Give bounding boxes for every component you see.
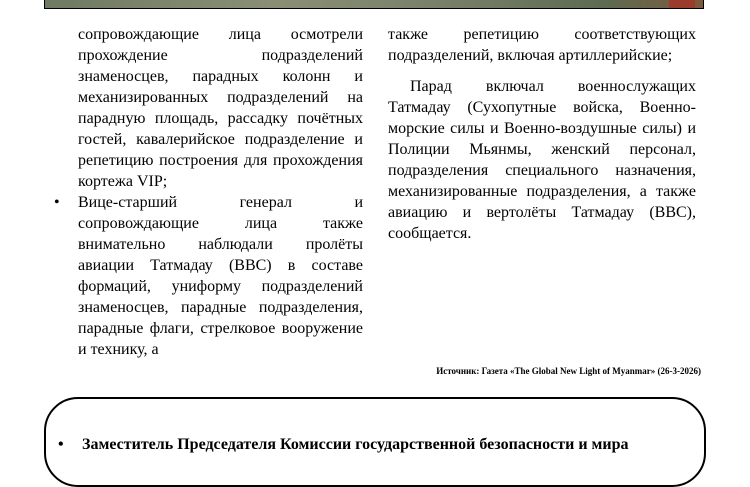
boxed-bullet-item	[58, 434, 698, 455]
photo-bottom-edge	[44, 0, 704, 9]
source-citation: Источник: Газета «The Global New Light of Myanmar» (26-3-2026)	[436, 366, 701, 376]
left-bullet-text: Вице-старший генерал и сопровождающие лица также внимательно наблюдали пролёты авиации Татмадау (ВВС) в составе формаций, униформу подразделений знаменосцев, парадные подразделения, парадные флаги, стрелковое вооружение и технику, а	[78, 194, 363, 358]
right-paragraph-continued: также репетицию соответствующих подразделений, включая артиллерийские;	[388, 26, 696, 64]
photo-accent	[669, 0, 695, 8]
bullet-icon: •	[58, 436, 64, 453]
left-paragraph-continued: сопровождающие лица осмотрели прохождение подразделений знаменосцев, парадных колонн и механизированных подразделений на парадную площадь, рассадку почётных гостей, кавалерийское подразделение и репетицию построения для прохождения кортежа VIP;	[78, 26, 363, 190]
boxed-heading: Заместитель Председателя Комиссии государственной безопасности и мира	[82, 436, 629, 453]
right-column	[388, 24, 696, 244]
left-column	[54, 24, 363, 360]
left-bullet-item	[54, 192, 363, 360]
right-paragraph-parade: Парад включал военнослужащих Татмадау (Сухопутные войска, Военно-морские силы и Военно-воздушные силы) и Полиции Мьянмы, женский персонал, подразделения специального назначения, механизированные подразделения, а также авиацию и вертолёты Татмадау (ВВС), сообщается.	[388, 78, 696, 242]
bullet-icon: •	[54, 194, 60, 211]
